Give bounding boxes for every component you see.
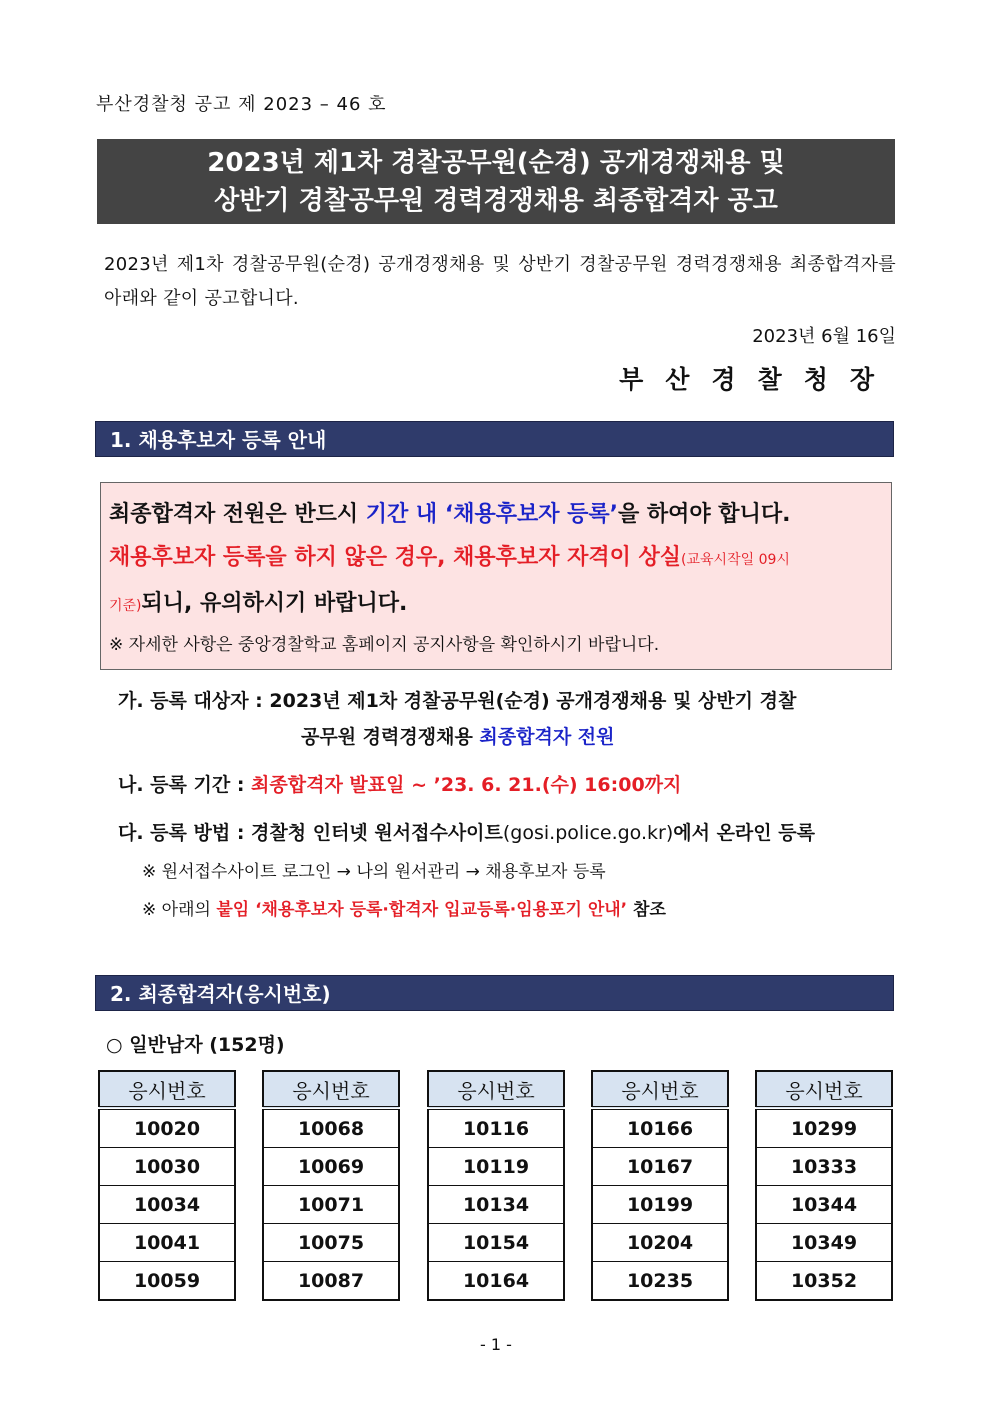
table-cell: 10299 xyxy=(756,1108,892,1148)
title-line-2: 상반기 경찰공무원 경력경쟁채용 최종합격자 공고 xyxy=(214,186,778,216)
title-line-1: 2023년 제1차 경찰공무원(순경) 공개경쟁채용 및 xyxy=(207,148,785,178)
item-text: 2023년 제1차 경찰공무원(순경) 공개경쟁채용 및 상반기 경찰 xyxy=(269,690,797,712)
table-cell: 10166 xyxy=(592,1108,728,1148)
table-cell: 10030 xyxy=(99,1148,235,1186)
table-cell: 10154 xyxy=(428,1224,564,1262)
item-a-line-2 xyxy=(118,722,896,752)
notice-date: 2023년 6월 16일 xyxy=(752,326,896,347)
notice-line-2 xyxy=(109,536,883,582)
table-cell: 10164 xyxy=(428,1262,564,1301)
item-label: 가. 등록 대상자 : xyxy=(118,690,270,712)
column-header: 응시번호 xyxy=(263,1071,399,1108)
item-highlight: 최종합격자 발표일 ~ ’23. 6. 21.(수) 16:00까지 xyxy=(251,774,682,796)
table-cell: 10034 xyxy=(99,1186,235,1224)
table-cell: 10199 xyxy=(592,1186,728,1224)
table-cell: 10020 xyxy=(99,1108,235,1148)
column-header: 응시번호 xyxy=(756,1071,892,1108)
intro-paragraph: 2023년 제1차 경찰공무원(순경) 공개경쟁채용 및 상반기 경찰공무원 경력경쟁채용 최종합격자를 아래와 같이 공고합니다. xyxy=(104,254,896,309)
table-cell: 10075 xyxy=(263,1224,399,1262)
number-table-5 xyxy=(755,1070,893,1301)
table-cell: 10071 xyxy=(263,1186,399,1224)
table-cell: 10087 xyxy=(263,1262,399,1301)
item-label: 나. 등록 기간 : xyxy=(118,774,252,796)
item-highlight: 최종합격자 전원 xyxy=(479,726,615,748)
table-cell: 10344 xyxy=(756,1186,892,1224)
notice-number: 부산경찰청 공고 제 2023 – 46 호 xyxy=(96,94,387,115)
note-highlight: 붙임 ‘채용후보자 등록·합격자 입교등록·임용포기 안내’ xyxy=(216,900,628,920)
number-table-3 xyxy=(427,1070,565,1301)
table-cell: 10235 xyxy=(592,1262,728,1301)
column-header: 응시번호 xyxy=(99,1071,235,1108)
table-cell: 10167 xyxy=(592,1148,728,1186)
item-c-method xyxy=(118,818,815,848)
number-table-4 xyxy=(591,1070,729,1301)
section-1-header: 1. 채용후보자 등록 안내 xyxy=(95,421,894,457)
number-table-1 xyxy=(98,1070,236,1301)
note-text: 참조 xyxy=(627,900,666,920)
notice-text: 을 하여야 합니다. xyxy=(617,502,791,527)
item-b-period xyxy=(118,770,681,800)
table-cell: 10333 xyxy=(756,1148,892,1186)
group-title: ○ 일반남자 (152명) xyxy=(106,1034,285,1056)
table-cell: 10352 xyxy=(756,1262,892,1301)
notice-text: 되니, 유의하시기 바랍니다. xyxy=(141,591,408,616)
table-cell: 10204 xyxy=(592,1224,728,1262)
notice-highlight-period: 기간 내 ‘채용후보자 등록’ xyxy=(365,502,618,527)
section-2-header: 2. 최종합격자(응시번호) xyxy=(95,975,894,1011)
method-note-2 xyxy=(142,896,666,924)
notice-line-1 xyxy=(109,493,883,536)
table-cell: 10349 xyxy=(756,1224,892,1262)
notice-text: 최종합격자 전원은 반드시 xyxy=(109,502,366,527)
table-cell: 10134 xyxy=(428,1186,564,1224)
table-cell: 10119 xyxy=(428,1148,564,1186)
table-cell: 10116 xyxy=(428,1108,564,1148)
notice-reference: ※ 자세한 사항은 중앙경찰학교 홈페이지 공지사항을 확인하시기 바랍니다. xyxy=(109,635,660,655)
number-table-2 xyxy=(262,1070,400,1301)
document-title xyxy=(97,139,895,224)
column-header: 응시번호 xyxy=(428,1071,564,1108)
item-text: 경찰청 인터넷 원서접수사이트 xyxy=(251,822,503,844)
column-header: 응시번호 xyxy=(592,1071,728,1108)
table-cell: 10069 xyxy=(263,1148,399,1186)
notice-warning-small: (교육시작일 09시 xyxy=(681,552,790,568)
item-label: 다. 등록 방법 : xyxy=(118,822,252,844)
notice-line-3 xyxy=(109,582,883,628)
table-cell: 10068 xyxy=(263,1108,399,1148)
item-a-line-1 xyxy=(118,686,896,716)
notice-warning-small: 기준) xyxy=(109,598,142,614)
method-note-1: ※ 원서접수사이트 로그인 → 나의 원서관리 → 채용후보자 등록 xyxy=(142,862,606,882)
item-text: 공무원 경력경쟁채용 xyxy=(301,726,480,748)
organization-name: 부산경찰청장 xyxy=(619,365,896,394)
table-cell: 10059 xyxy=(99,1262,235,1301)
item-text: 에서 온라인 등록 xyxy=(673,822,815,844)
site-url: (gosi.police.go.kr) xyxy=(502,822,674,844)
registration-notice-box xyxy=(100,482,892,670)
item-a-target xyxy=(118,686,896,752)
table-cell: 10041 xyxy=(99,1224,235,1262)
note-text: ※ 아래의 xyxy=(142,900,217,920)
notice-warning: 채용후보자 등록을 하지 않은 경우, 채용후보자 자격이 상실 xyxy=(109,545,682,570)
page-number: - 1 - xyxy=(480,1335,512,1354)
